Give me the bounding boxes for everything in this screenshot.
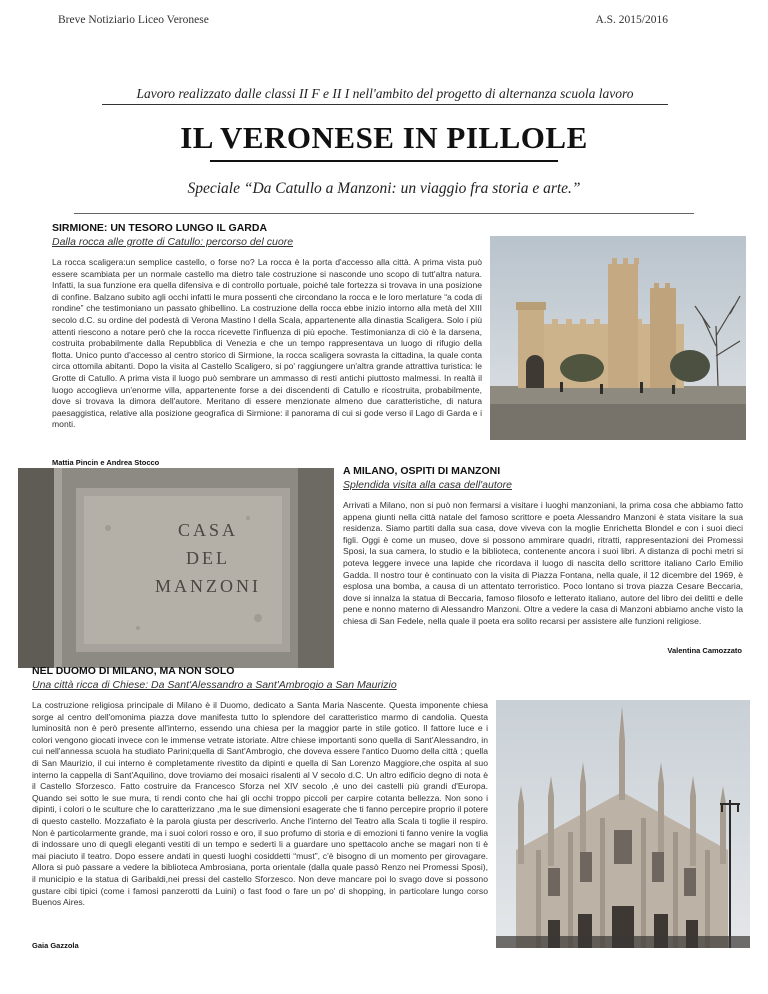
plaque-line-1: CASA xyxy=(177,520,238,540)
title-divider xyxy=(210,160,558,162)
article-milano-body: Arrivati a Milano, non si può non fermarsi a visitare i luoghi manzoniani, la prima cosa che abbiamo fatto appena giunti nella città natale del famoso scrittore e poeta Alessandro Manzoni è stata visitare la sua residenza. Siamo partiti dalla sua casa, dove viveva con la moglie Enrichetta Blondel e con i suoi dieci figli. Oggi è come un museo, dove si possono ammirare quadri, ritratti, rappresentazioni dei Promessi Sposi, la sua camera, lo studio e la biblioteca, contenente ancora i suoi libri. A distanza di pochi metri si poteva leggere invece una lapide che ricordava il luogo di nascita dello scrittore italiano Carlo Emilio Gadda. Il nostro tour è continuato con la visita di Piazza Fontana, nella quale, il 12 dicembre del 1969, è esplosa una bomba, a causa di un attentato terroristico. Poco lontano si trova piazza Cesare Beccaria, dove si innalza la statua di Beccaria, famoso filosofo e letterato italiano, autore del libro dei delitti e delle pene e nonno materno di Alessandro Manzoni. Oltre a vedere la casa di Manzoni abbiamo anche visto la chiesa di San Fedele, nella quale il poeta era solito recarsi per assistere alle funzioni religiose. xyxy=(343,500,743,626)
plaque-line-3: MANZONI xyxy=(155,576,261,596)
intro-divider xyxy=(102,104,668,105)
article-milano-subtitle: Splendida visita alla casa dell'autore xyxy=(343,479,512,491)
intro-line: Lavoro realizzato dalle classi II F e II I nell'ambito del progetto di alternanza scuola lavoro xyxy=(136,86,634,101)
article-milano-title: A MILANO, OSPITI DI MANZONI xyxy=(343,465,501,477)
school-year: A.S. 2015/2016 xyxy=(595,14,668,26)
article-duomo-author: Gaia Gazzola xyxy=(32,941,79,950)
subtitle-divider xyxy=(74,213,694,214)
article-sirmione-subtitle: Dalla rocca alle grotte di Catullo: percorso del cuore xyxy=(52,236,294,248)
duomo-milano-photo xyxy=(496,700,750,948)
article-duomo-body: La costruzione religiosa principale di Milano è il Duomo, dedicato a Santa Maria Nascente. Questa imponente chiesa sorge al centro dell'omonima piazza dove manifesta tutto lo splendore del caratteristico marmo di candolia. Questa luminosità non è però presente all'interno, essendo una chiesa per la maggior parte in stile gotico. Il fattore luce e i colori vengono giocati invece con le immense vetrate istoriate. Altre chiese importanti sono quella di Sant'Alessandro, in cui nell'annessa scuola ha studiato Parini;quella di Sant'Ambrogio, che doveva essere l'antico Duomo della città ; quella di San Maurizio, il cui interno è completamente rivestito da dipinti e quella di San Lorenzo Maggiore,che ospita al suo interno la cappella di Sant'Aquilino, dove troviamo dei mosaici risalenti al V secolo d.C. Un altro edificio degno di nota è il Castello Sforzesco. Fatto costruire da Francesco Sforza nel XIV secolo ,è uno dei castelli più grandi d'Europa. Quando sei sotto le sue mura, ti rendi conto che hai gli occhi troppo piccoli per carpire cotanta bellezza. Non sono i dipinti, i colori o le sculture che lo caratterizzano ,ma le sue dimensioni esagerate che ti fanno percepire proprio il potere di questo castello. Mozzafiato è la parola giusta per descriverlo. Anche l'interno del Teatro alla Scala ti toglie il respiro. Non è particolarmente grande, ma i suoi colori rosso e oro, il suo profumo di storia e di emozioni ti fanno venire la voglia di indossare uno di quegli eleganti vestiti di un tempo e sederti li a guardare uno spettacolo anche se magari non ti è mai piaciuto il teatro. Dopo essere andati in questi luoghi cosiddetti “must”, c'è bisogno di un momento per girovagare. Allora si può passare a vedere la biblioteca Ambrosiana, porta orientale (dalla quale passò Renzo nei Promessi Sposi), il municipio e la statua di Garibaldi,nei pressi del castello Sforzesco. Non deve mancare poi lo svago dove si possono gustare cibi tipici (come i famosi panzerotti da Luini) o fast food o fare un po' di shopping, in particolare lungo corso Buenos Aires. xyxy=(32,700,488,908)
page-subtitle: Speciale “Da Catullo a Manzoni: un viaggio fra storia e arte.” xyxy=(187,180,581,197)
casa-manzoni-plaque-photo xyxy=(18,468,334,668)
article-sirmione-title: SIRMIONE: UN TESORO LUNGO IL GARDA xyxy=(52,222,268,234)
article-duomo-title: NEL DUOMO DI MILANO, MA NON SOLO xyxy=(32,665,235,677)
page-title: IL VERONESE IN PILLOLE xyxy=(180,120,588,155)
newsletter-name: Breve Notiziario Liceo Veronese xyxy=(58,14,209,26)
article-sirmione-author: Mattia Pincin e Andrea Stocco xyxy=(52,458,160,467)
article-sirmione-body: La rocca scaligera:un semplice castello, o forse no? La rocca è la porta d'accesso alla città. A prima vista può essere scambiata per un normale castello ma dietro tale costruzione si nasconde uno scopo di tutt'altra natura. Infatti, la sua funzione era quella difensiva e di controllo portuale, poiché tale fortezza si trovava in una posizione di confine. Balzano subito agli occhi infatti le mura possenti che circondano la rocca e le loro merlature “a coda di rondine” che testimoniano un passato ghibellino. La costruzione della rocca ebbe inizio intorno alla metà del XIII secolo d.C. su ordine del podestà di Verona Mastino I della Scala, appartenente alla dinastia Scaligera. Solo i più attenti riescono a notare però che la rocca ricevette l'influenza di più epoche. Testimonianza di ciò è la darsena, costruita probabilmente dalla Repubblica di Venezia e che un tempo rappresentava un luogo di rifugio della flotta. Unico punto d'accesso al centro storico di Sirmione, la rocca scaligera sovrasta la cittadina, la quale conta circa ottomila abitanti. Dopo la visita al Castello Scaligero, si po' raggiungere un'altra grande attrattiva turistica: le Grotte di Catullo. A prima vista il luogo può sembrare un ammasso di resti antichi piuttosto malmessi. In realtà il luogo accoglieva un'enorme villa, appartenente forse a dei discendenti di Catullo e ricostruita, probabilmente, dove si trovava la dimora dell'autore. Meritano di essere menzionate almeno due caratteristiche, di natura paesaggistica, relative alla posizione geografica di Sirmione: il panorama di cui si gode verso il Lago di Garda e i monti. xyxy=(52,257,482,430)
article-milano-author: Valentina Camozzato xyxy=(667,646,742,655)
article-duomo-subtitle: Una città ricca di Chiese: Da Sant'Alessandro a Sant'Ambrogio a San Maurizio xyxy=(32,679,397,691)
rocca-scaligera-photo xyxy=(490,236,746,440)
plaque-line-2: DEL xyxy=(186,548,230,568)
